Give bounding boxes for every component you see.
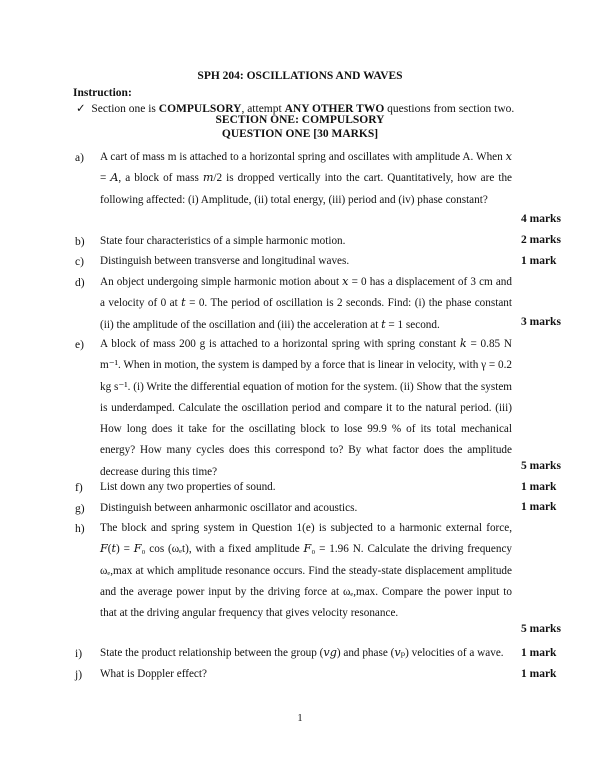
question-marks: 3 marks (521, 316, 561, 328)
question-label: j) (75, 669, 83, 681)
question-text: List down any two properties of sound. (100, 481, 276, 493)
question-text: Distinguish between anharmonic oscillator and acoustics. (100, 502, 358, 514)
question-label: h) (75, 523, 85, 535)
question-marks: 5 marks (521, 460, 561, 472)
question-marks: 1 mark (521, 501, 557, 513)
section-heading: SECTION ONE: COMPULSORY (215, 114, 385, 126)
question-label: g) (75, 503, 85, 515)
question-text: State four characteristics of a simple harmonic motion. (100, 235, 346, 247)
question-label: a) (75, 152, 84, 164)
question-marks: 1 mark (521, 255, 557, 267)
question-marks: 2 marks (521, 234, 561, 246)
question-text: A block of mass 200 g is attached to a horizontal spring with spring constant 𝑘 = 0.85 N m⁻¹. When in motion, the system is damped by a force that is linear in velocity, with γ = 0.2 kg s⁻¹. (i) Write the differential equation of motion for the system. (ii) Show that the system is underdamped. Calculate the oscillation period and compare it to the natural period. (iii) How long does it take for the oscillating block to lose 99.9 % of its total mechanical energy? How many cycles does this correspond to? By what factor does the amplitude decrease during this time? (100, 338, 512, 478)
question-text: Distinguish between transverse and longitudinal waves. (100, 255, 350, 267)
question-text: State the product relationship between the group (𝑣𝑔) and phase (𝑣ₚ) velocities of a wave. (100, 647, 504, 659)
question-marks: 5 marks (521, 623, 561, 635)
question-label: b) (75, 236, 85, 248)
question-heading: QUESTION ONE [30 MARKS] (221, 128, 379, 140)
question-text: The block and spring system in Question 1(e) is subjected to a harmonic external force, 𝐹(𝑡) = 𝐹₀ cos (ωₑt), with a fixed amplitude 𝐹₀ = 1.96 N. Calculate the driving frequency ωₑ,max at which amplitude resonance occurs. Find the steady-state displacement amplitude and the average power input by the driving force at ωₑ,max. Compare the power input to that at the driving angular frequency that gives velocity resonance. (100, 522, 512, 620)
question-text: A cart of mass m is attached to a horizontal spring and oscillates with amplitude A. When 𝑥 = 𝐴, a block of mass 𝑚/2 is dropped vertically into the cart. Quantitatively, how are the following affected: (i) Amplitude, (ii) total energy, (iii) period and (iv) phase constant? (100, 151, 512, 206)
question-text: An object undergoing simple harmonic motion about 𝑥 = 0 has a displacement of 3 cm and a velocity of 0 at 𝑡 = 0. The period of oscillation is 2 seconds. Find: (i) the phase constant (ii) the amplitude of the oscillation and (iii) the acceleration at 𝑡 = 1 second. (100, 276, 512, 331)
question-label: i) (75, 648, 83, 660)
exam-title: SPH 204: OSCILLATIONS AND WAVES (197, 70, 403, 82)
question-marks: 1 mark (521, 647, 557, 659)
check-icon: ✓ (76, 103, 86, 115)
question-label: c) (75, 256, 84, 268)
question-label: e) (75, 339, 84, 351)
question-marks: 4 marks (521, 213, 561, 225)
question-label: d) (75, 277, 85, 289)
question-marks: 1 mark (521, 481, 557, 493)
instruction-line: ✓ Section one is COMPULSORY, attempt ANY OTHER TWO questions from section two. (76, 103, 515, 115)
page-number: 1 (297, 713, 303, 724)
question-label: f) (75, 482, 83, 494)
instruction-heading: Instruction: (73, 87, 132, 99)
question-text: What is Doppler effect? (100, 668, 207, 680)
question-marks: 1 mark (521, 668, 557, 680)
